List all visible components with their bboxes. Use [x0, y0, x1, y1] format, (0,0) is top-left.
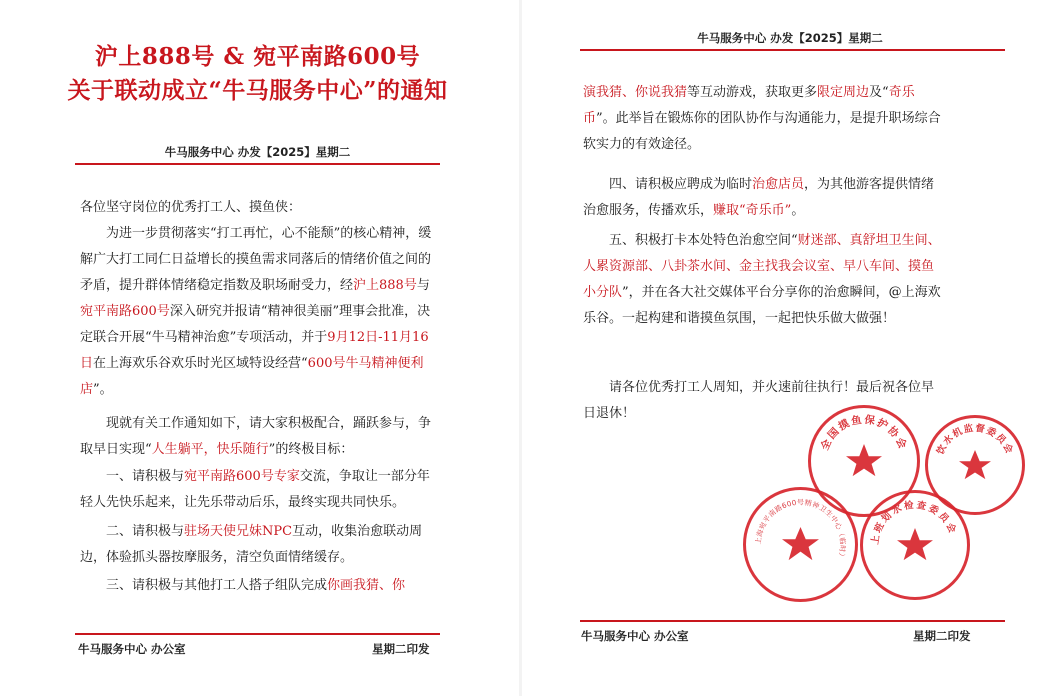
- left-paragraph-5: 三、请积极与其他打工人搭子组队完成你画我猜、你: [106, 578, 406, 593]
- left-paragraph-2: 现就有关工作通知如下，请大家积极配合，踊跃参与，争取早日实现“人生躺平，快乐随行”的终极目标：: [80, 416, 432, 457]
- greeting: 各位坚守岗位的优秀打工人、摸鱼侠：: [80, 200, 302, 215]
- left-footer-line: [75, 633, 440, 635]
- svg-text:上班划水检查委员会: 上班划水检查委员会: [869, 499, 959, 546]
- right-footer-line: [580, 620, 1005, 622]
- left-page: [0, 0, 515, 696]
- right-page: [525, 0, 1041, 696]
- right-paragraph-1: 演我猜、你说我猜等互动游戏，获取更多限定周边及“奇乐币”。此举旨在锻炼你的团队协作与沟通能力，是提升职场综合软实力的有效途径。: [583, 85, 941, 152]
- left-paragraph-3: 一、请积极与宛平南路600号专家交流，争取让一部分年轻人先快乐起来，让先乐带动后乐，最终实现共同快乐。: [80, 469, 430, 510]
- right-paragraph-2: 四、请积极应聘成为临时治愈店员，为其他游客提供情绪治愈服务，传播欢乐，赚取“奇乐币”。: [583, 177, 935, 218]
- star-icon: [846, 444, 882, 476]
- svg-text:全国摸鱼保护协会: 全国摸鱼保护协会: [818, 413, 910, 453]
- left-header-line: [75, 163, 440, 165]
- right-footer-date: 星期二印发: [913, 629, 971, 643]
- svg-text:饮水机监督委员会: 饮水机监督委员会: [934, 422, 1016, 457]
- notice-title-line2: 关于联动成立“牛马服务中心”的通知: [67, 77, 448, 104]
- svg-text:上海宛平南路600号精神卫生中心（临时）: 上海宛平南路600号精神卫生中心（临时）: [753, 497, 848, 562]
- stamp-hospital-spirit-seal: [746, 490, 855, 599]
- star-icon: [897, 528, 933, 560]
- page-divider: [519, 0, 522, 696]
- notice-title-line1: 沪上888号 & 宛平南路600号: [94, 43, 421, 70]
- stamp-hospital-spirit: [743, 487, 858, 602]
- stamp-work-supervision-seal: [863, 493, 967, 597]
- left-header-text: 牛马服务中心 办发【2025】星期二: [164, 145, 351, 159]
- right-paragraph-3: 五、积极打卡本处特色治愈空间“财迷部、真舒坦卫生间、人累资源部、八卦茶水间、金主找我会议室、早八车间、摸鱼小分队”，并在各大社交媒体平台分享你的治愈瞬间，@上海欢乐谷。一起构建和谐摸鱼氛围，一起把快乐做大做强！: [583, 233, 941, 326]
- left-footer-office: 牛马服务中心 办公室: [78, 642, 186, 656]
- stamp-work-supervision: [860, 490, 970, 600]
- star-icon: [782, 527, 819, 560]
- right-paragraph-4: 请各位优秀打工人周知，并火速前往执行！最后祝各位早日退休！: [583, 380, 935, 421]
- left-paragraph-1: 为进一步贯彻落实“打工再忙，心不能颓”的核心精神，缓解广大打工同仁日益增长的摸鱼需求同落后的情绪价值之间的矛盾，提升群体情绪稳定指数及职场耐受力，经沪上888号与宛平南路600号深入研究并报请“精神很美丽”理事会批准，决定联合开展“牛马精神治愈”专项活动，并于9月12日-11月16日在上海欢乐谷欢乐时光区域特设经营“600号牛马精神便利店”。: [80, 226, 432, 397]
- right-header-line: [580, 49, 1005, 51]
- right-header-text: 牛马服务中心 办发【2025】星期二: [697, 31, 883, 45]
- left-footer-date: 星期二印发: [372, 642, 430, 656]
- star-icon: [959, 450, 991, 479]
- left-paragraph-4: 二、请积极与驻场天使兄妹NPC互动，收集治愈联动周边，体验抓头器按摩服务，清空负面情绪缓存。: [80, 524, 423, 565]
- right-footer-office: 牛马服务中心 办公室: [581, 629, 689, 643]
